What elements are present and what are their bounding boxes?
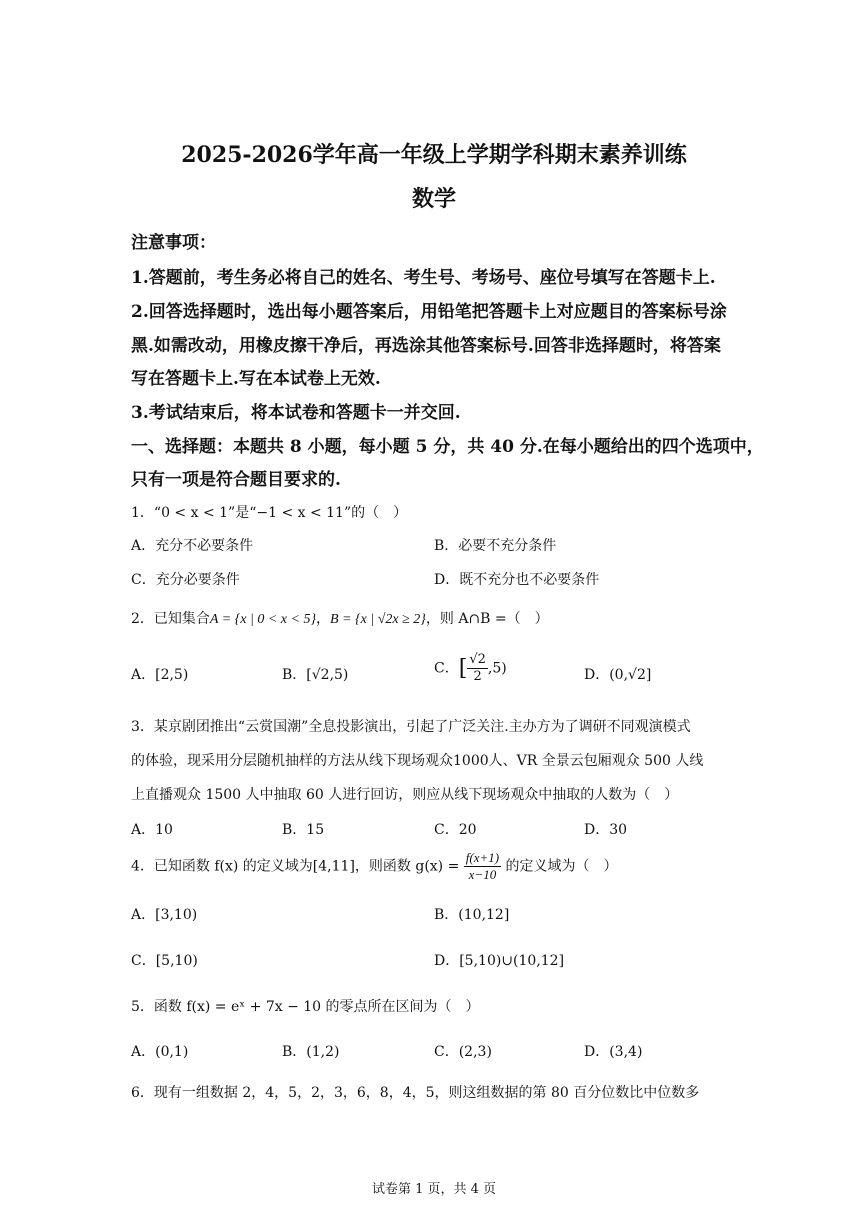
page-footer: 试卷第 1 页，共 4 页 xyxy=(371,1182,497,1197)
q2-option-c-den: 2 xyxy=(473,669,482,684)
note-2-line-3: 写在答题卡上.写在本试卷上无效. xyxy=(131,369,381,389)
subject-title: 数学 xyxy=(411,186,456,212)
q3-option-b: B．15 xyxy=(282,822,325,838)
q4-option-c: C．[5,10) xyxy=(131,953,198,969)
q4-frac-den: x−10 xyxy=(468,867,497,882)
q1-stem: 1．“0 < x < 1”是“−1 < x < 11”的（ ） xyxy=(131,505,408,521)
note-3: 3.考试结束后，将本试卷和答题卡一并交回. xyxy=(131,403,461,423)
note-2-line-2: 黑.如需改动，用橡皮擦干净后，再选涂其他答案标号.回答非选择题时，将答案 xyxy=(131,336,721,356)
q5-option-a: A．(0,1) xyxy=(131,1044,189,1060)
q4-option-b: B．(10,12] xyxy=(434,907,510,923)
q2-set-b: B = {x | √2x ≥ 2} xyxy=(330,612,426,627)
q2-stem-prefix: 2．已知集合 xyxy=(131,611,210,627)
q2-option-a: A．[2,5) xyxy=(131,667,189,683)
q4-option-a: A．[3,10) xyxy=(131,907,198,923)
section-1-line-2: 只有一项是符合题目要求的. xyxy=(131,470,341,490)
q4-stem-suffix: 的定义域为（ ） xyxy=(505,858,618,875)
q3-option-d: D．30 xyxy=(584,822,628,838)
q2-option-d: D．(0,√2] xyxy=(584,667,652,683)
q2-option-c-label: C． xyxy=(434,660,459,677)
q5-option-c: C．(2,3) xyxy=(434,1044,492,1060)
q4-fraction xyxy=(464,850,501,883)
q4-frac-num: f(x+1) xyxy=(465,850,500,865)
q2-option-c-fraction xyxy=(467,652,488,685)
q5-stem: 5．函数 f(x) = eˣ + 7x − 10 的零点所在区间为（ ） xyxy=(131,999,480,1015)
q2-option-c-rest: ,5) xyxy=(487,660,507,677)
q4-option-d: D．[5,10)∪(10,12] xyxy=(434,953,565,969)
q4-stem-prefix: 4．已知函数 f(x) 的定义域为[4,11]，则函数 g(x) = xyxy=(131,858,460,875)
q5-option-d: D．(3,4) xyxy=(584,1044,643,1060)
note-1: 1.答题前，考生务必将自己的姓名、考生号、考场号、座位号填写在答题卡上. xyxy=(131,268,716,288)
q3-line-1: 3．某京剧团推出“云赏国潮”全息投影演出，引起了广泛关注.主办方为了调研不同观演模式 xyxy=(131,719,691,735)
q6-stem: 6．现有一组数据 2，4，5，2，3，6，8，4，5，则这组数据的第 80 百分位数比中位数多 xyxy=(131,1085,700,1101)
notes-heading: 注意事项： xyxy=(131,233,216,253)
q2-set-a: A = {x | 0 < x < 5} xyxy=(209,612,317,627)
q4-stem xyxy=(131,850,741,883)
section-1-line-1: 一、选择题：本题共 8 小题，每小题 5 分，共 40 分.在每小题给出的四个选项中， xyxy=(131,437,764,457)
q3-line-3: 上直播观众 1500 人中抽取 60 人进行回访，则应从线下现场观众中抽取的人数为（ ） xyxy=(131,787,679,803)
q2-sep: ， xyxy=(316,611,331,627)
q2-option-b: B．[√2,5) xyxy=(282,667,349,683)
q2-stem-suffix: ，则 A∩B =（ ） xyxy=(425,611,549,627)
q1-option-d: D．既不充分也不必要条件 xyxy=(434,572,600,588)
note-2-line-1: 2.回答选择题时，选出每小题答案后，用铅笔把答题卡上对应题目的答案标号涂 xyxy=(131,302,727,322)
q5-option-b: B．(1,2) xyxy=(282,1044,340,1060)
q1-option-b: B．必要不充分条件 xyxy=(434,538,557,554)
q1-option-c: C．充分必要条件 xyxy=(131,572,240,588)
q3-line-2: 的体验，现采用分层随机抽样的方法从线下现场观众1000人、VR 全景云包厢观众 500 人线 xyxy=(131,753,704,769)
q3-option-c: C．20 xyxy=(434,822,477,838)
q3-option-a: A．10 xyxy=(131,822,173,838)
q1-option-a: A．充分不必要条件 xyxy=(131,538,254,554)
q2-option-c-bracket: [ xyxy=(458,656,468,681)
q2-stem xyxy=(131,608,741,628)
q2-option-c-num: √2 xyxy=(469,652,486,667)
exam-title: 2025-2026学年高一年级上学期学科期末素养训练 xyxy=(181,142,687,168)
q2-option-c xyxy=(434,652,507,685)
